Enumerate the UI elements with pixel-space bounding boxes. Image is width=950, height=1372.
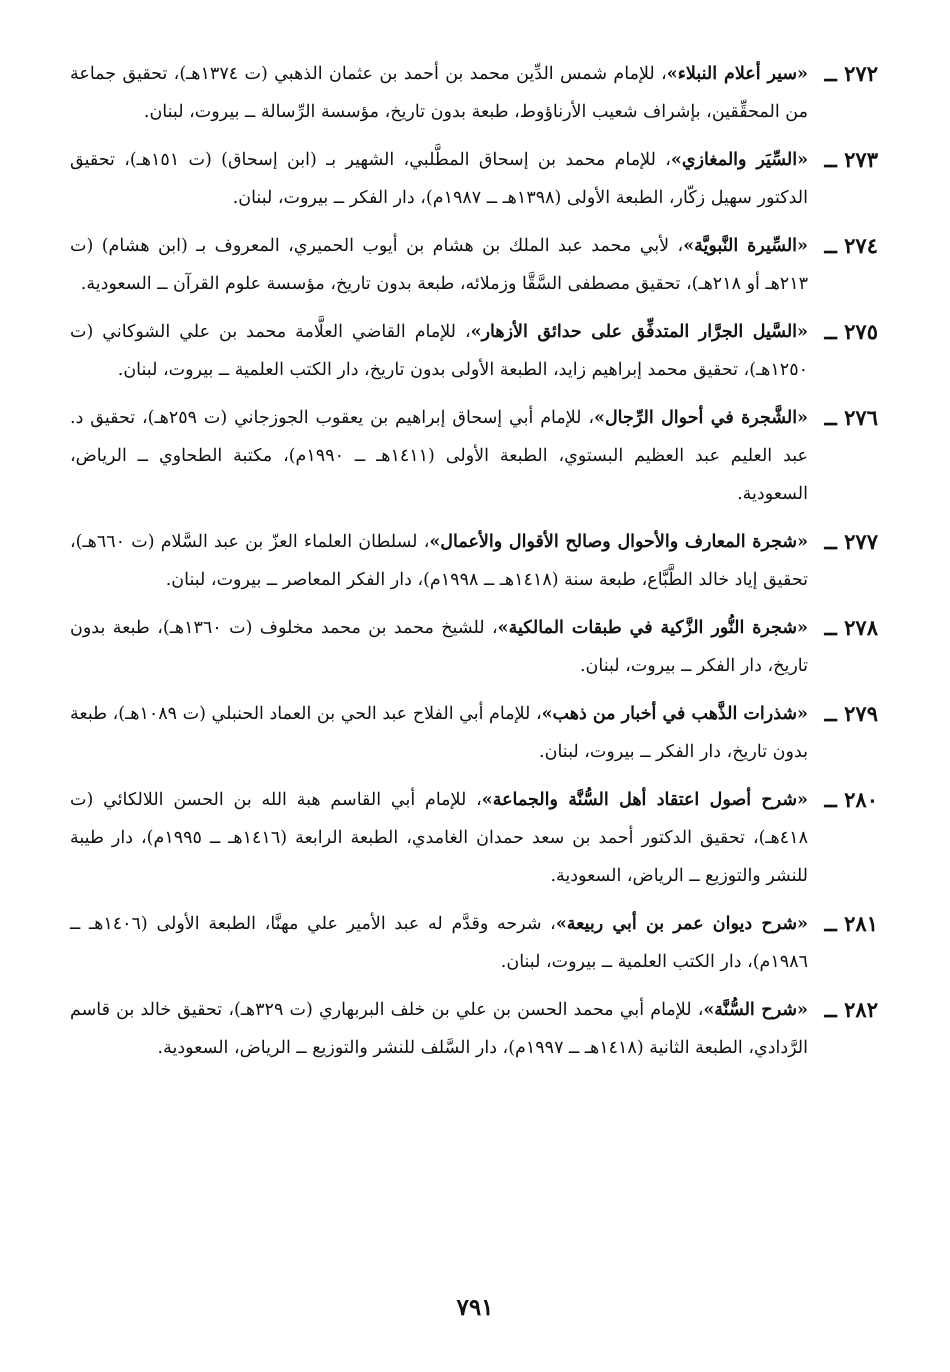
entry-details: ، للإمام أبي الفلاح عبد الحي بن العماد الحنبلي (ت ١٠٨٩هـ)، طبعة بدون تاريخ، دار الفكر ــ بيروت، لبنان.	[70, 704, 808, 762]
entry-details: ، للإمام أبي إسحاق إبراهيم بن يعقوب الجوزجاني (ت ٢٥٩هـ)، تحقيق د. عبد العليم عبد العظيم البستوي، الطبعة الأولى (١٤١١هـ ــ ١٩٩٠م)، مكتبة الطحاوي ــ الرياض، السعودية.	[70, 408, 808, 504]
bibliography-list	[70, 55, 878, 1067]
entry-details: ، شرحه وقدَّم له عبد الأمير علي مهنَّا، الطبعة الأولى (١٤٠٦هـ ــ ١٩٨٦م)، دار الكتب العلمية ــ بيروت، لبنان.	[70, 914, 808, 972]
entry-number: ٢٧٧ ــ	[824, 529, 878, 554]
entry-title: «شرح ديوان عمر بن أبي ربيعة»	[555, 914, 808, 934]
entry-number: ٢٧٩ ــ	[824, 701, 878, 726]
entry-body	[70, 609, 808, 685]
entry-title: «شجرة المعارف والأحوال وصالح الأقوال والأعمال»	[429, 532, 809, 552]
entry-details: ، للإمام أبي القاسم هبة الله بن الحسن اللالكائي (ت ٤١٨هـ)، تحقيق الدكتور أحمد بن سعد حمدان الغامدي، الطبعة الرابعة (١٤١٦هـ ــ ١٩٩٥م)، دار طيبة للنشر والتوزيع ــ الرياض، السعودية.	[70, 790, 808, 886]
entry-title: «سير أعلام النبلاء»	[666, 64, 808, 84]
entry-number: ٢٨٠ ــ	[824, 787, 878, 812]
entry-body	[70, 399, 808, 513]
list-item	[70, 905, 878, 981]
entry-body	[70, 227, 808, 303]
entry-details: ، للإمام محمد بن إسحاق المطَّلبي، الشهير بـ (ابن إسحاق) (ت ١٥١هـ)، تحقيق الدكتور سهيل زكّار، الطبعة الأولى (١٣٩٨هـ ــ ١٩٨٧م)، دار الفكر ــ بيروت، لبنان.	[70, 150, 808, 208]
entry-title: «السِّيرة النَّبويَّة»	[683, 236, 808, 256]
entry-details: ، للشيخ محمد بن محمد مخلوف (ت ١٣٦٠هـ)، طبعة بدون تاريخ، دار الفكر ــ بيروت، لبنان.	[70, 618, 808, 676]
list-item	[70, 55, 878, 131]
entry-body	[70, 905, 808, 981]
entry-number: ٢٧٣ ــ	[824, 147, 878, 172]
page-number: ٧٩١	[456, 1294, 494, 1321]
entry-number: ٢٧٤ ــ	[824, 233, 878, 258]
entry-title: «شجرة النُّور الزَّكية في طبقات المالكية»	[497, 618, 808, 638]
list-item	[70, 991, 878, 1067]
entry-number: ٢٨١ ــ	[824, 911, 878, 936]
entry-details: ، للإمام شمس الدِّين محمد بن أحمد بن عثمان الذهبي (ت ١٣٧٤هـ)، تحقيق جماعة من المحقِّقين، بإشراف شعيب الأرناؤوط، طبعة بدون تاريخ، مؤسسة الرِّسالة ــ بيروت، لبنان.	[70, 64, 808, 122]
list-item	[70, 523, 878, 599]
entry-number: ٢٧٢ ــ	[824, 61, 878, 86]
list-item	[70, 399, 878, 513]
list-item	[70, 313, 878, 389]
entry-details: ، لأبي محمد عبد الملك بن هشام بن أيوب الحميري، المعروف بـ (ابن هشام) (ت ٢١٣هـ أو ٢١٨هـ)، تحقيق مصطفى السَّقَّا وزملائه، طبعة بدون تاريخ، مؤسسة علوم القرآن ــ السعودية.	[70, 236, 808, 294]
entry-number: ٢٧٦ ــ	[824, 405, 878, 430]
entry-title: «الشَّجرة في أحوال الرِّجال»	[594, 408, 808, 428]
entry-number: ٢٧٥ ــ	[824, 319, 878, 344]
entry-number: ٢٧٨ ــ	[824, 615, 878, 640]
list-item	[70, 695, 878, 771]
entry-body	[70, 141, 808, 217]
entry-details: ، لسلطان العلماء العزّ بن عبد السَّلام (ت ٦٦٠هـ)، تحقيق إياد خالد الطَّبَّاع، طبعة سنة (١٤١٨هـ ــ ١٩٩٨م)، دار الفكر المعاصر ــ بيروت، لبنان.	[70, 532, 808, 590]
entry-body	[70, 313, 808, 389]
entry-body	[70, 55, 808, 131]
entry-title: «السَّيل الجرَّار المتدفِّق على حدائق الأزهار»	[470, 322, 808, 342]
list-item	[70, 781, 878, 895]
entry-title: «شرح السُّنَّة»	[703, 1000, 808, 1020]
entry-body	[70, 523, 808, 599]
entry-title: «شرح أصول اعتقاد أهل السُّنَّة والجماعة»	[481, 790, 808, 810]
entry-body	[70, 991, 808, 1067]
entry-title: «شذرات الذَّهب في أخبار من ذهب»	[541, 704, 808, 724]
list-item	[70, 141, 878, 217]
entry-details: ، للإمام القاضي العلَّامة محمد بن علي الشوكاني (ت ١٢٥٠هـ)، تحقيق محمد إبراهيم زايد، الطبعة الأولى بدون تاريخ، دار الكتب العلمية ــ بيروت، لبنان.	[70, 322, 808, 380]
entry-body	[70, 695, 808, 771]
list-item	[70, 609, 878, 685]
entry-body	[70, 781, 808, 895]
entry-number: ٢٨٢ ــ	[824, 997, 878, 1022]
entry-title: «السِّيَر والمغازي»	[670, 150, 809, 170]
entry-details: ، للإمام أبي محمد الحسن بن علي بن خلف البربهاري (ت ٣٢٩هـ)، تحقيق خالد بن قاسم الرَّدادي، الطبعة الثانية (١٤١٨هـ ــ ١٩٩٧م)، دار السَّلف للنشر والتوزيع ــ الرياض، السعودية.	[70, 1000, 808, 1058]
list-item	[70, 227, 878, 303]
